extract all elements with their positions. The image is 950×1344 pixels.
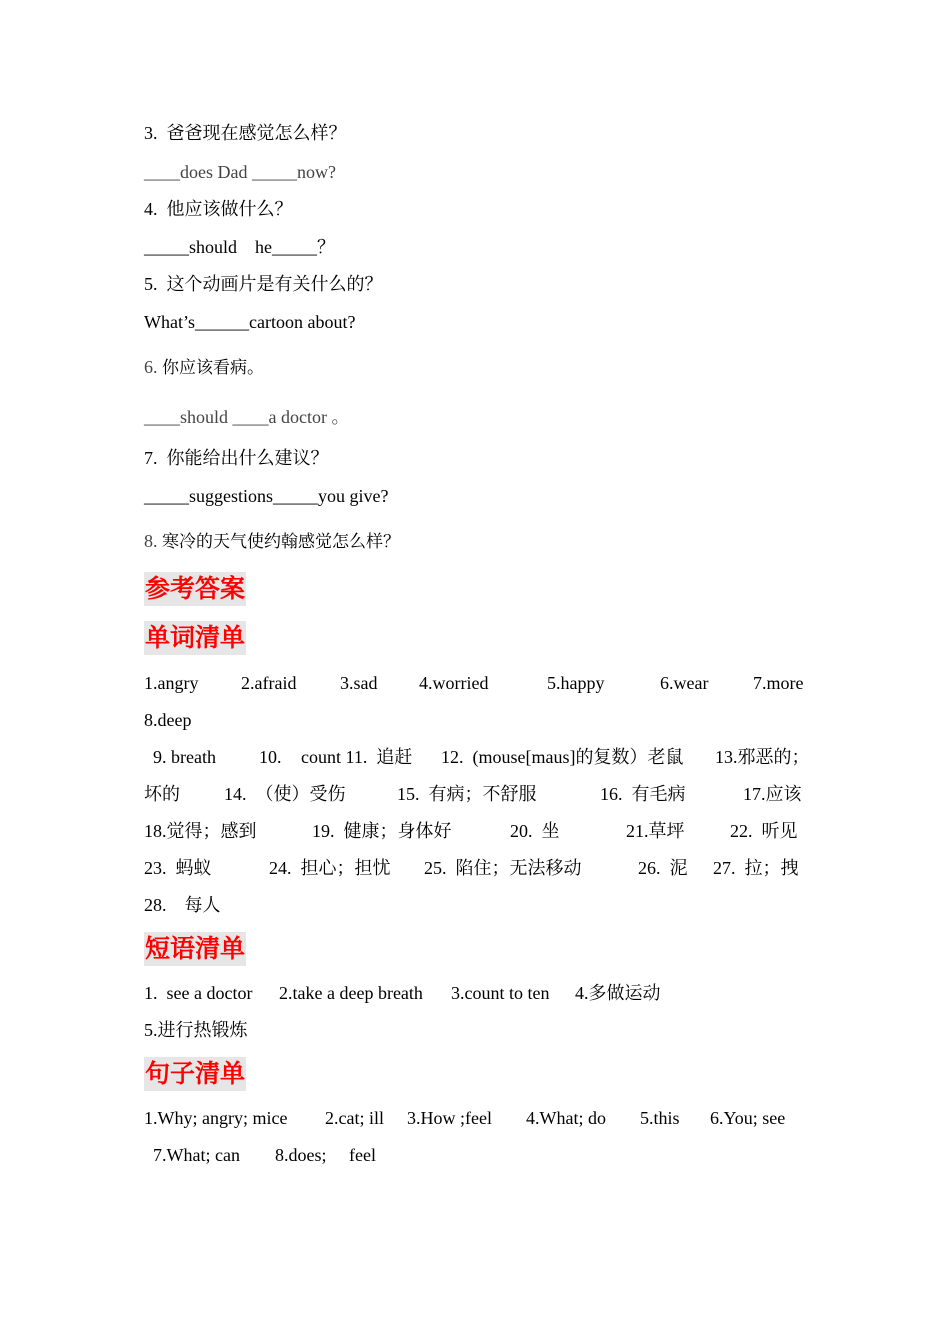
word-item: 28. 每人	[144, 895, 221, 915]
phrase-list-row-2	[144, 1018, 808, 1042]
word-item: 14. （使）受伤	[224, 784, 346, 804]
sentence-item: 7.What; can	[153, 1145, 240, 1165]
word-item: 19. 健康；身体好	[312, 821, 452, 841]
word-list-heading: 单词清单	[144, 621, 246, 655]
question-5-prompt: 5. 这个动画片是有关什么的？	[144, 274, 383, 294]
question-3-blank: ____does Dad _____now?	[144, 162, 336, 182]
word-list-row-7	[144, 893, 808, 917]
word-item: 4.worried	[419, 673, 489, 693]
word-item: 10.	[259, 747, 282, 767]
word-item: 16. 有毛病	[600, 784, 686, 804]
phrase-list-row-1	[144, 981, 808, 1005]
word-item: 5.happy	[547, 673, 605, 693]
word-item: 18.觉得；感到	[144, 821, 257, 841]
word-item: 20. 坐	[510, 821, 560, 841]
answers-heading: 参考答案	[144, 572, 246, 606]
question-3-prompt: 3. 爸爸现在感觉怎么样？	[144, 123, 347, 143]
word-item: 26. 泥	[638, 858, 688, 878]
question-4-blank: _____should he_____？	[144, 237, 335, 257]
word-list-row-2	[144, 708, 808, 732]
sentence-item: 5.this	[640, 1108, 680, 1128]
word-item: 23. 蚂蚁	[144, 858, 212, 878]
sentence-list-heading: 句子清单	[144, 1057, 246, 1091]
sentence-item: 2.cat; ill	[325, 1108, 384, 1128]
word-list-row-1	[144, 671, 808, 695]
word-list-row-6	[144, 856, 808, 880]
phrase-item: 2.take a deep breath	[279, 983, 423, 1003]
phrase-item: 3.count to ten	[451, 983, 550, 1003]
phrase-item: 5.进行热锻炼	[144, 1020, 248, 1040]
word-item: 9. breath	[153, 747, 216, 767]
question-6-text: 你应该看病。	[162, 358, 264, 378]
question-4-prompt: 4. 他应该做什么？	[144, 199, 293, 219]
word-item: 坏的	[144, 784, 180, 804]
word-item: 3.sad	[340, 673, 378, 693]
word-item: 12. (mouse[maus]的复数）老鼠	[441, 747, 684, 767]
question-6-number: 6.	[144, 357, 162, 377]
question-8-text: 寒冷的天气使约翰感觉怎么样？	[162, 532, 400, 552]
sentence-item: 1.Why; angry; mice	[144, 1108, 288, 1128]
word-list-row-3	[144, 745, 808, 769]
phrase-list-heading: 短语清单	[144, 932, 246, 966]
word-item: 13.邪恶的；	[715, 747, 810, 767]
question-6-prompt	[144, 355, 264, 380]
word-item: 1.angry	[144, 673, 199, 693]
sentence-item: 8.does;	[275, 1145, 327, 1165]
word-item: 22. 听见	[730, 821, 798, 841]
word-item: 17.应该	[743, 784, 802, 804]
word-item: 15. 有病；不舒服	[397, 784, 537, 804]
word-item: 24. 担心；担忧	[269, 858, 391, 878]
sentence-item: 3.How ;feel	[407, 1108, 492, 1128]
word-item: count 11. 追赶	[301, 747, 413, 767]
sentence-list-row-1	[144, 1106, 808, 1130]
phrase-item: 4.多做运动	[575, 983, 661, 1003]
word-item: 6.wear	[660, 673, 709, 693]
word-item: 8.deep	[144, 710, 192, 730]
word-item: 7.more	[753, 673, 804, 693]
sentence-item: feel	[349, 1145, 376, 1165]
sentence-item: 4.What; do	[526, 1108, 606, 1128]
question-8-number: 8.	[144, 531, 162, 551]
question-5-blank: What’s______cartoon about?	[144, 312, 356, 332]
question-7-blank: _____suggestions_____you give?	[144, 486, 389, 506]
word-item: 21.草坪	[626, 821, 685, 841]
word-list-row-5	[144, 819, 808, 843]
sentence-item: 6.You; see	[710, 1108, 786, 1128]
question-7-prompt: 7. 你能给出什么建议？	[144, 448, 329, 468]
question-6-blank: ____should ____a doctor 。	[144, 407, 350, 427]
word-item: 27. 拉；拽	[713, 858, 799, 878]
word-item: 25. 陷住；无法移动	[424, 858, 582, 878]
sentence-list-row-2	[144, 1143, 808, 1167]
word-list-row-4	[144, 782, 808, 806]
phrase-item: 1. see a doctor	[144, 983, 253, 1003]
word-item: 2.afraid	[241, 673, 297, 693]
question-8-prompt	[144, 529, 400, 554]
